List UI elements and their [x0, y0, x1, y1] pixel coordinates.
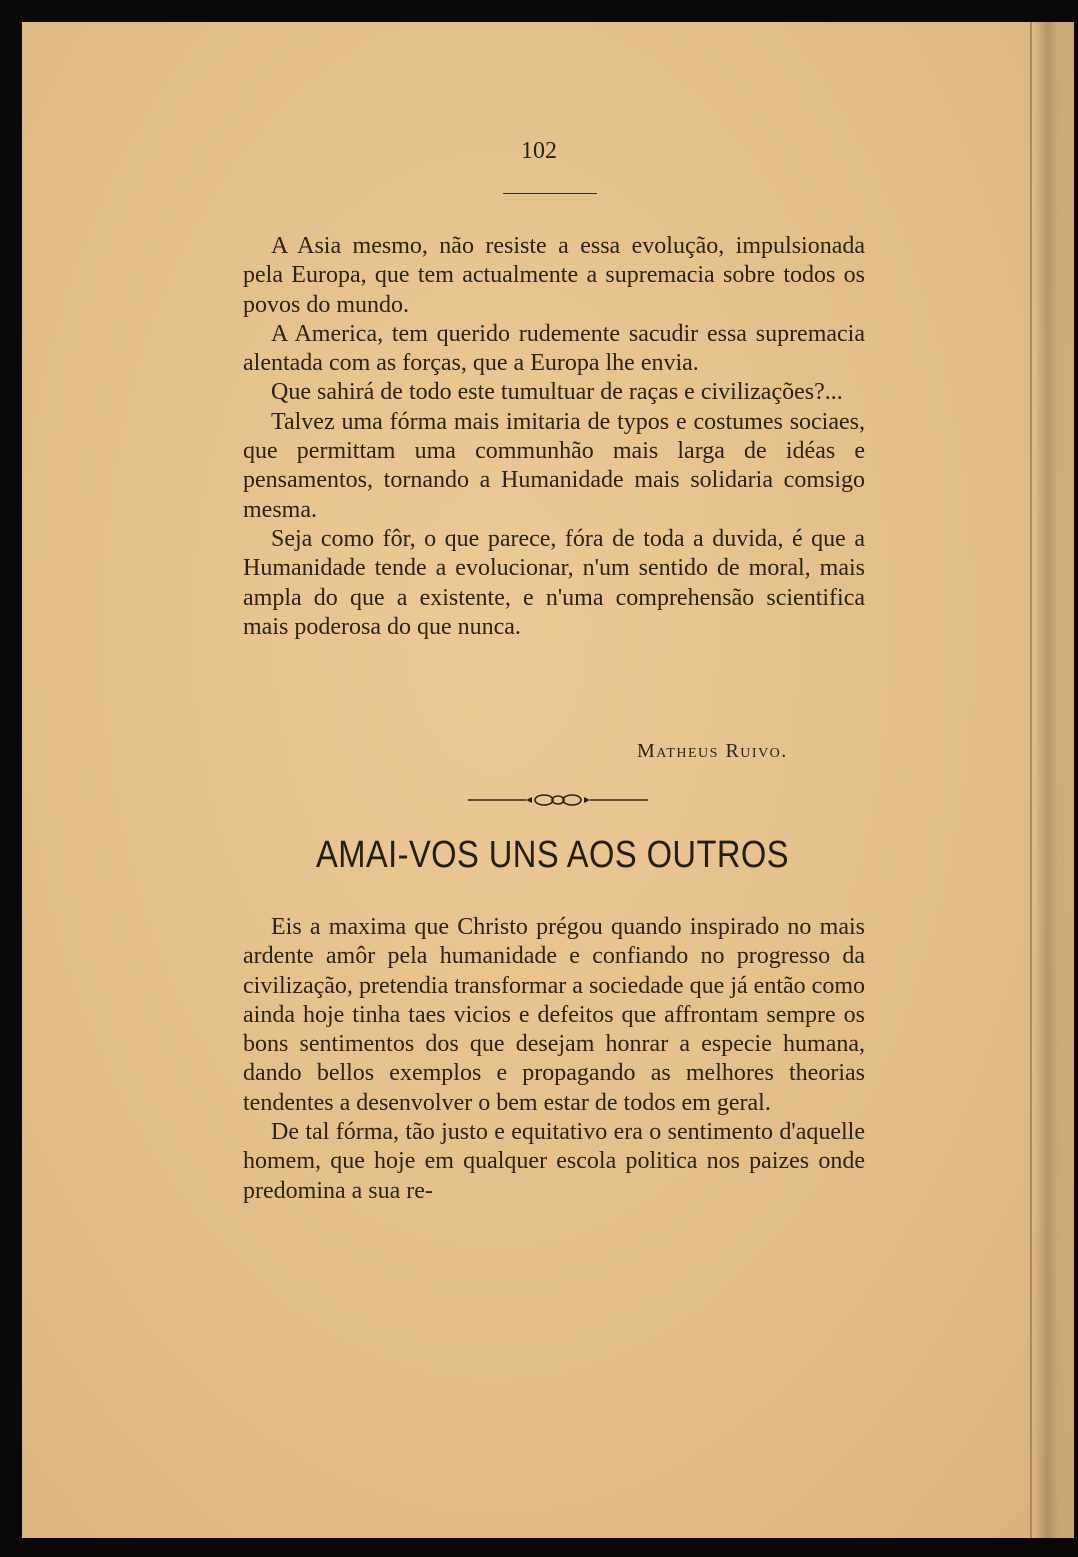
page-fold-line [1030, 22, 1032, 1538]
book-spine-shadow [1034, 22, 1074, 1538]
paragraph: Seja como fôr, o que parece, fóra de toda a duvida, é que a Humanidade tende a evolucionar, n'um sentido de moral, mais ampla do que a existente, e n'uma comprehensão scientifica mais poderosa do que nunca. [243, 525, 865, 640]
paragraph: Talvez uma fórma mais imitaria de typos e costumes sociaes, que permittam uma communhão mais larga de idéas e pensamentos, tornando a Humanidade mais solidaria comsigo mesma. [243, 408, 865, 523]
ornamental-divider-icon [468, 786, 648, 814]
article-title: AMAI-VOS UNS AOS OUTROS [316, 834, 789, 876]
paragraph: A America, tem querido rudemente sacudir essa supremacia alentada com as forças, que a Europa lhe envia. [243, 320, 865, 377]
paragraph: Que sahirá de todo este tumultuar de raças e civilizações?... [271, 379, 843, 406]
page-number-rule [503, 193, 597, 194]
first-article-body [243, 232, 865, 642]
second-article-body [243, 913, 865, 1206]
author-signature: Matheus Ruivo. [637, 740, 788, 762]
paragraph: Eis a maxima que Christo prégou quando inspirado no mais ardente amôr pela humanidade e confiando no progresso da civilização, pretendia transformar a sociedade que já então como ainda hoje tinha taes vicios e defeitos que affrontam sempre os bons sentimentos dos que desejam honrar a especie humana, dando bellos exemplos e propagando as melhores theorias tendentes a desenvolver o bem estar de todos em geral. [243, 914, 865, 1116]
page-number: 102 [521, 138, 557, 164]
paragraph: De tal fórma, tão justo e equitativo era o sentimento d'aquelle homem, que hoje em qualquer escola politica nos paizes onde predomina a sua re- [243, 1119, 865, 1204]
paragraph: A Asia mesmo, não resiste a essa evolução, impulsionada pela Europa, que tem actualmente a supremacia sobre todos os povos do mundo. [243, 233, 865, 318]
